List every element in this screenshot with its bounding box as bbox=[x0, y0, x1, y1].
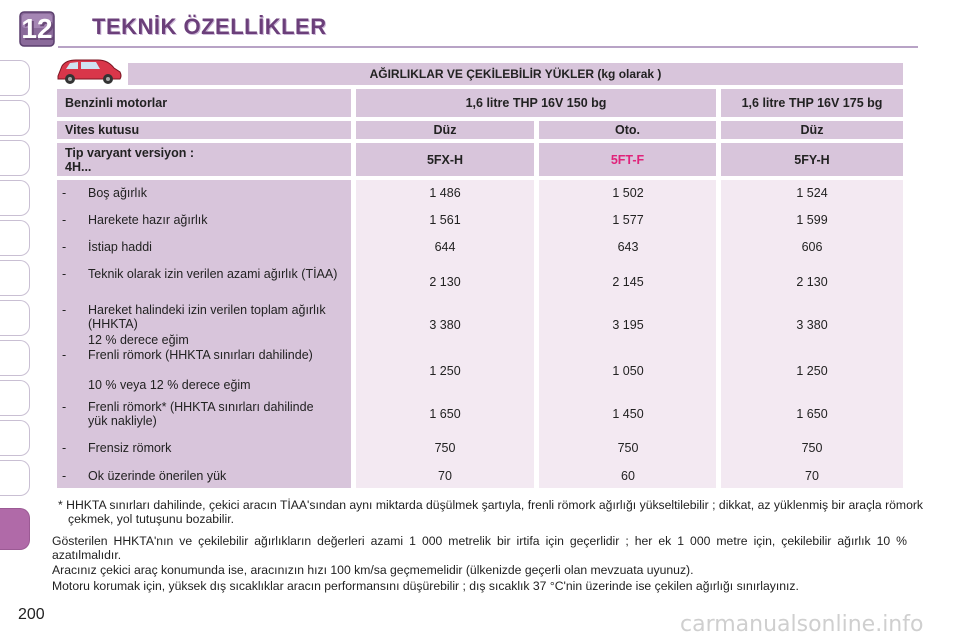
row-value: 1 050 bbox=[612, 364, 644, 378]
chapter-tab[interactable] bbox=[0, 340, 30, 376]
chapter-tab-active[interactable] bbox=[0, 508, 30, 550]
footnote: * HHKTA sınırları dahilinde, çekici aracın TİAA'sından aynı miktarda düşülmek şartıyla, frenli römork ağırlığı yükseltilebilir ; dikkat, az yüklenmiş bir araçla römork çekmek, yol tutuşunu bozabilir. bbox=[58, 498, 923, 526]
chapter-tab[interactable] bbox=[0, 260, 30, 296]
row-value: 750 bbox=[801, 441, 823, 455]
chapter-tab[interactable] bbox=[0, 300, 30, 336]
chapter-tab[interactable] bbox=[0, 380, 30, 416]
row-label: Hareket halindeki izin verilen toplam ağırlık (HHKTA) bbox=[88, 303, 326, 331]
gearbox-1: Düz bbox=[356, 121, 534, 139]
row-value: 1 561 bbox=[429, 213, 461, 227]
engine-label: Benzinli motorlar bbox=[57, 89, 351, 117]
row-dash: - bbox=[62, 400, 67, 414]
chapter-tab[interactable] bbox=[0, 100, 30, 136]
table-caption: AĞIRLIKLAR VE ÇEKİLEBİLİR YÜKLER (kg olarak ) bbox=[128, 63, 903, 85]
chapter-tab[interactable] bbox=[0, 140, 30, 176]
row-value: 1 486 bbox=[429, 186, 461, 200]
note-paragraph: Gösterilen HHKTA'nın ve çekilebilir ağırlıkların değerleri azami 1 000 metrelik bir irtifa için geçerlidir ; her ek 1 000 metre için, çekilebilir ağırlık 10 % azatılmalıdır. bbox=[52, 534, 907, 562]
note-paragraph: Aracınız çekici araç konumunda ise, aracınızın hızı 100 km/sa geçmemelidir (ülkenizde geçerli olan mevzuata uyunuz). bbox=[52, 563, 694, 577]
row-sublabel: 10 % veya 12 % derece eğim bbox=[88, 378, 251, 392]
row-value: 2 130 bbox=[429, 275, 461, 289]
engine-a: 1,6 litre THP 16V 150 bg bbox=[356, 89, 716, 117]
chapter-tab[interactable] bbox=[0, 460, 30, 496]
gearbox-label: Vites kutusu bbox=[57, 121, 351, 139]
row-value: 750 bbox=[434, 441, 456, 455]
gearbox-2: Oto. bbox=[539, 121, 716, 139]
row-value: 643 bbox=[617, 240, 639, 254]
engine-b: 1,6 litre THP 16V 175 bg bbox=[721, 89, 903, 117]
row-value: 1 502 bbox=[612, 186, 644, 200]
variant-label bbox=[57, 143, 351, 176]
row-label: Frenli römork (HHKTA sınırları dahilinde) bbox=[88, 348, 313, 362]
row-dash: - bbox=[62, 441, 67, 455]
chapter-tab[interactable] bbox=[0, 60, 30, 96]
row-dash: - bbox=[62, 240, 67, 254]
row-value: 1 524 bbox=[796, 186, 828, 200]
gearbox-3: Düz bbox=[721, 121, 903, 139]
variant-1: 5FX-H bbox=[356, 143, 534, 176]
row-label: Harekete hazır ağırlık bbox=[88, 213, 208, 227]
row-value: 3 380 bbox=[429, 318, 461, 332]
car-icon bbox=[52, 54, 124, 86]
row-dash: - bbox=[62, 469, 67, 483]
row-value: 606 bbox=[801, 240, 823, 254]
row-label: Frensiz römork bbox=[88, 441, 172, 455]
page-number: 200 bbox=[18, 606, 45, 623]
row-label: Teknik olarak izin verilen azami ağırlık (TİAA) bbox=[88, 267, 338, 281]
watermark: carmanualsonline.info bbox=[680, 612, 924, 637]
chapter-tab[interactable] bbox=[0, 420, 30, 456]
row-value: 1 650 bbox=[429, 407, 461, 421]
row-value: 1 650 bbox=[796, 407, 828, 421]
variant-2: 5FT-F bbox=[539, 143, 716, 176]
chapter-number: 12 bbox=[21, 13, 53, 44]
row-value: 1 250 bbox=[429, 364, 461, 378]
note-paragraph: Motoru korumak için, yüksek dış sıcaklıklar aracın performansını düşürebilir ; dış sıcaklık 37 °C'nin üzerinde ise çekilen ağırlığı sınırlayınız. bbox=[52, 579, 799, 593]
row-value: 1 577 bbox=[612, 213, 644, 227]
row-label: İstiap haddi bbox=[88, 240, 152, 254]
row-label: Frenli römork* (HHKTA sınırları dahilinde yük nakliyle) bbox=[88, 400, 314, 428]
row-value: 1 450 bbox=[612, 407, 644, 421]
row-dash: - bbox=[62, 213, 67, 227]
row-value: 2 145 bbox=[612, 275, 644, 289]
row-dash: - bbox=[62, 348, 67, 362]
row-sublabel: 12 % derece eğim bbox=[88, 333, 189, 347]
title-divider bbox=[58, 46, 918, 48]
chapter-tab[interactable] bbox=[0, 180, 30, 216]
row-value: 1 599 bbox=[796, 213, 828, 227]
row-value: 70 bbox=[805, 469, 819, 483]
variant-3: 5FY-H bbox=[721, 143, 903, 176]
row-value: 70 bbox=[438, 469, 452, 483]
row-dash: - bbox=[62, 303, 67, 317]
page-title: TEKNİK ÖZELLİKLER bbox=[92, 14, 327, 39]
row-value: 3 195 bbox=[612, 318, 644, 332]
row-value: 3 380 bbox=[796, 318, 828, 332]
row-value: 1 250 bbox=[796, 364, 828, 378]
chapter-tab[interactable] bbox=[0, 220, 30, 256]
row-value: 644 bbox=[434, 240, 456, 254]
row-dash: - bbox=[62, 186, 67, 200]
row-dash: - bbox=[62, 267, 67, 281]
variant-label-text: Tip varyant versiyon : 4H... bbox=[65, 145, 194, 174]
row-value: 2 130 bbox=[796, 275, 828, 289]
row-value: 750 bbox=[617, 441, 639, 455]
row-label: Ok üzerinde önerilen yük bbox=[88, 469, 227, 483]
row-label: Boş ağırlık bbox=[88, 186, 148, 200]
row-value: 60 bbox=[621, 469, 635, 483]
